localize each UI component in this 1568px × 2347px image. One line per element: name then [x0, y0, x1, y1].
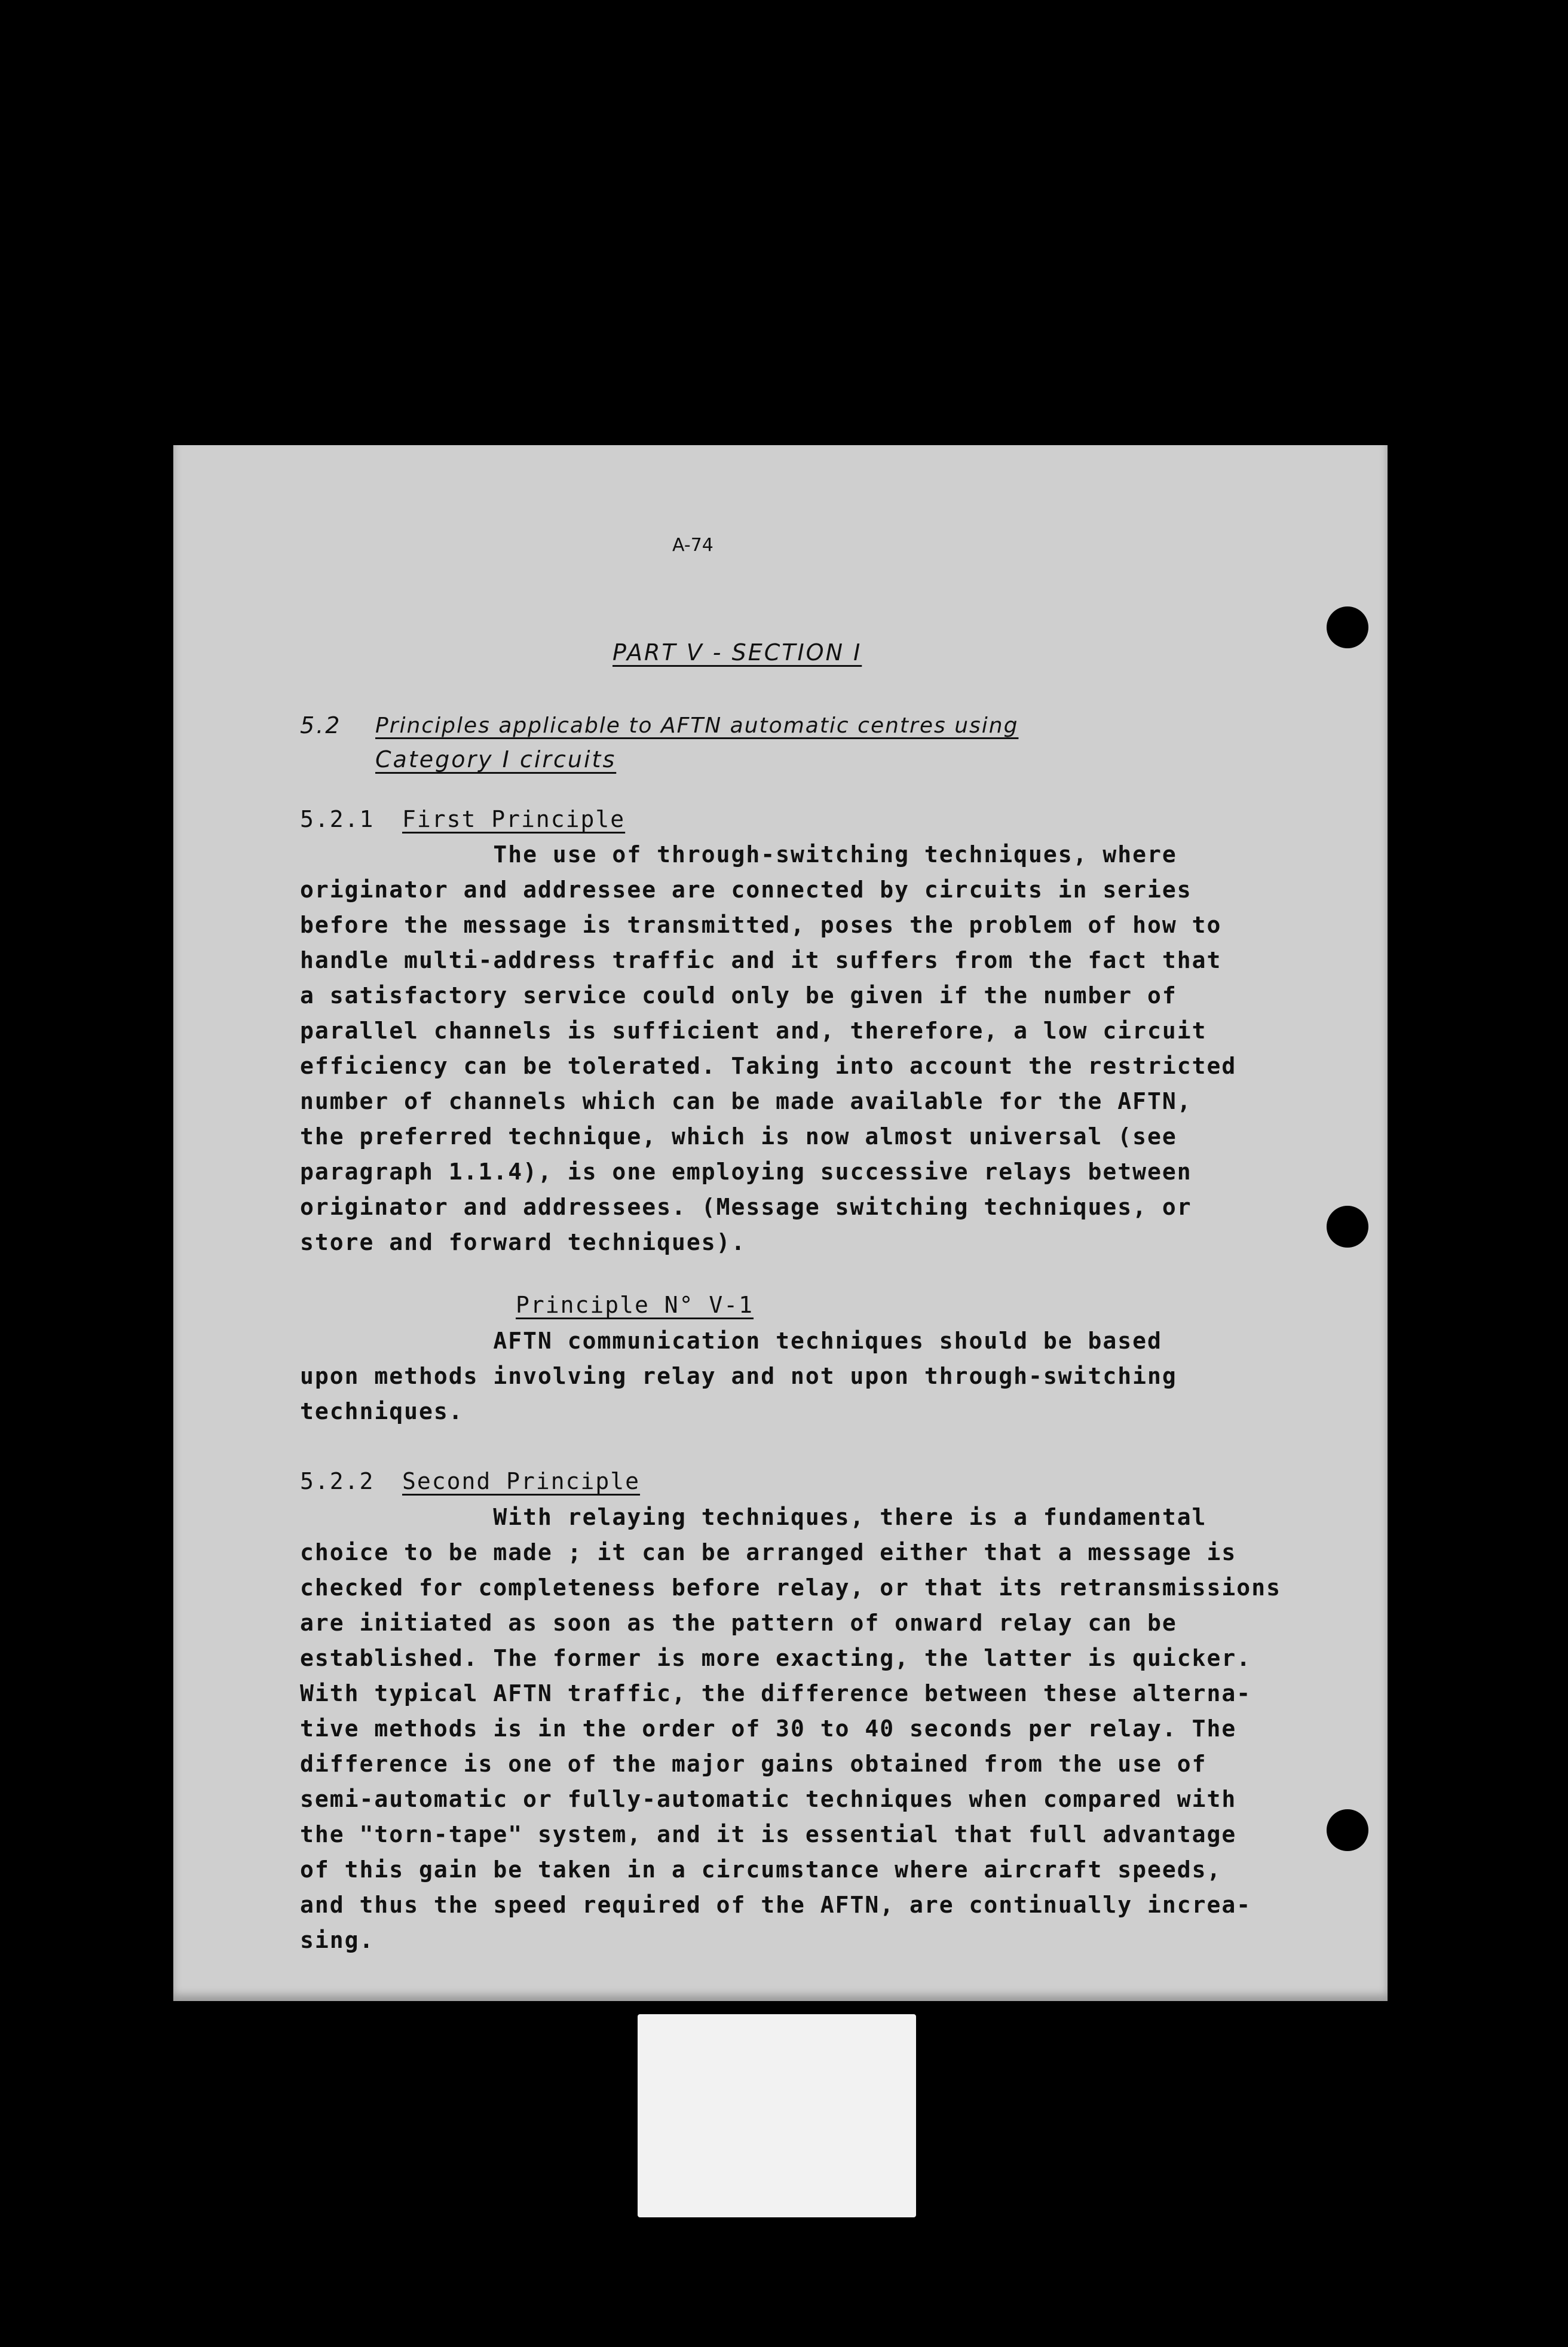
first-principle-number: 5.2.1	[300, 806, 375, 832]
body-line: before the message is transmitted, poses the problem of how to	[300, 912, 1222, 938]
body-line: upon methods involving relay and not upon through-switching	[300, 1363, 1177, 1389]
second-principle-heading: Second Principle	[402, 1468, 641, 1494]
body-line: the "torn-tape" system, and it is essential that full advantage	[300, 1821, 1237, 1847]
body-line: established. The former is more exacting, the latter is quicker.	[300, 1645, 1252, 1671]
body-line: choice to be made ; it can be arranged either that a message is	[300, 1539, 1237, 1565]
body-line: store and forward techniques).	[300, 1229, 746, 1255]
section-title-line-2: Category I circuits	[375, 746, 617, 773]
body-line: semi-automatic or fully-automatic techniques when compared with	[300, 1786, 1237, 1812]
punch-hole-top	[1327, 606, 1368, 648]
punch-hole-bottom	[1327, 1809, 1368, 1851]
principle-v1-heading: Principle N° V-1	[516, 1292, 754, 1318]
body-line: of this gain be taken in a circumstance where aircraft speeds,	[300, 1856, 1222, 1883]
body-line: tive methods is in the order of 30 to 40 seconds per relay. The	[300, 1715, 1237, 1742]
body-line: sing.	[300, 1927, 375, 1953]
body-line: The use of through-switching techniques, where	[300, 841, 1177, 868]
punch-hole-middle	[1327, 1206, 1368, 1248]
body-line: paragraph 1.1.4), is one employing successive relays between	[300, 1159, 1192, 1185]
body-line: a satisfactory service could only be given if the number of	[300, 982, 1177, 1009]
body-line: difference is one of the major gains obtained from the use of	[300, 1751, 1207, 1777]
first-principle-heading: First Principle	[402, 806, 626, 832]
body-line: With relaying techniques, there is a fundamental	[300, 1504, 1207, 1530]
body-line: the preferred technique, which is now almost universal (see	[300, 1123, 1177, 1150]
section-number: 5.2	[300, 712, 342, 739]
document-page	[173, 445, 1388, 2001]
part-heading: PART V - SECTION I	[612, 639, 862, 666]
body-line: checked for completeness before relay, or that its retransmissions	[300, 1574, 1281, 1601]
second-principle-number: 5.2.2	[300, 1468, 375, 1494]
body-line: efficiency can be tolerated. Taking into account the restricted	[300, 1053, 1237, 1079]
body-line: originator and addressees. (Message switching techniques, or	[300, 1194, 1192, 1220]
body-line: AFTN communication techniques should be based	[300, 1328, 1162, 1354]
body-line: parallel channels is sufficient and, therefore, a low circuit	[300, 1018, 1207, 1044]
section-title-line-1: Principles applicable to AFTN automatic centres using	[375, 713, 1019, 738]
body-line: are initiated as soon as the pattern of onward relay can be	[300, 1610, 1177, 1636]
body-line: techniques.	[300, 1398, 464, 1424]
paper-slip	[638, 2014, 916, 2217]
page-number: A-74	[672, 535, 713, 556]
body-line: and thus the speed required of the AFTN, are continually increa-	[300, 1892, 1252, 1918]
body-line: originator and addressee are connected by circuits in series	[300, 877, 1192, 903]
body-line: handle multi-address traffic and it suffers from the fact that	[300, 947, 1222, 973]
body-line: With typical AFTN traffic, the difference between these alterna-	[300, 1680, 1252, 1706]
body-line: number of channels which can be made available for the AFTN,	[300, 1088, 1192, 1114]
